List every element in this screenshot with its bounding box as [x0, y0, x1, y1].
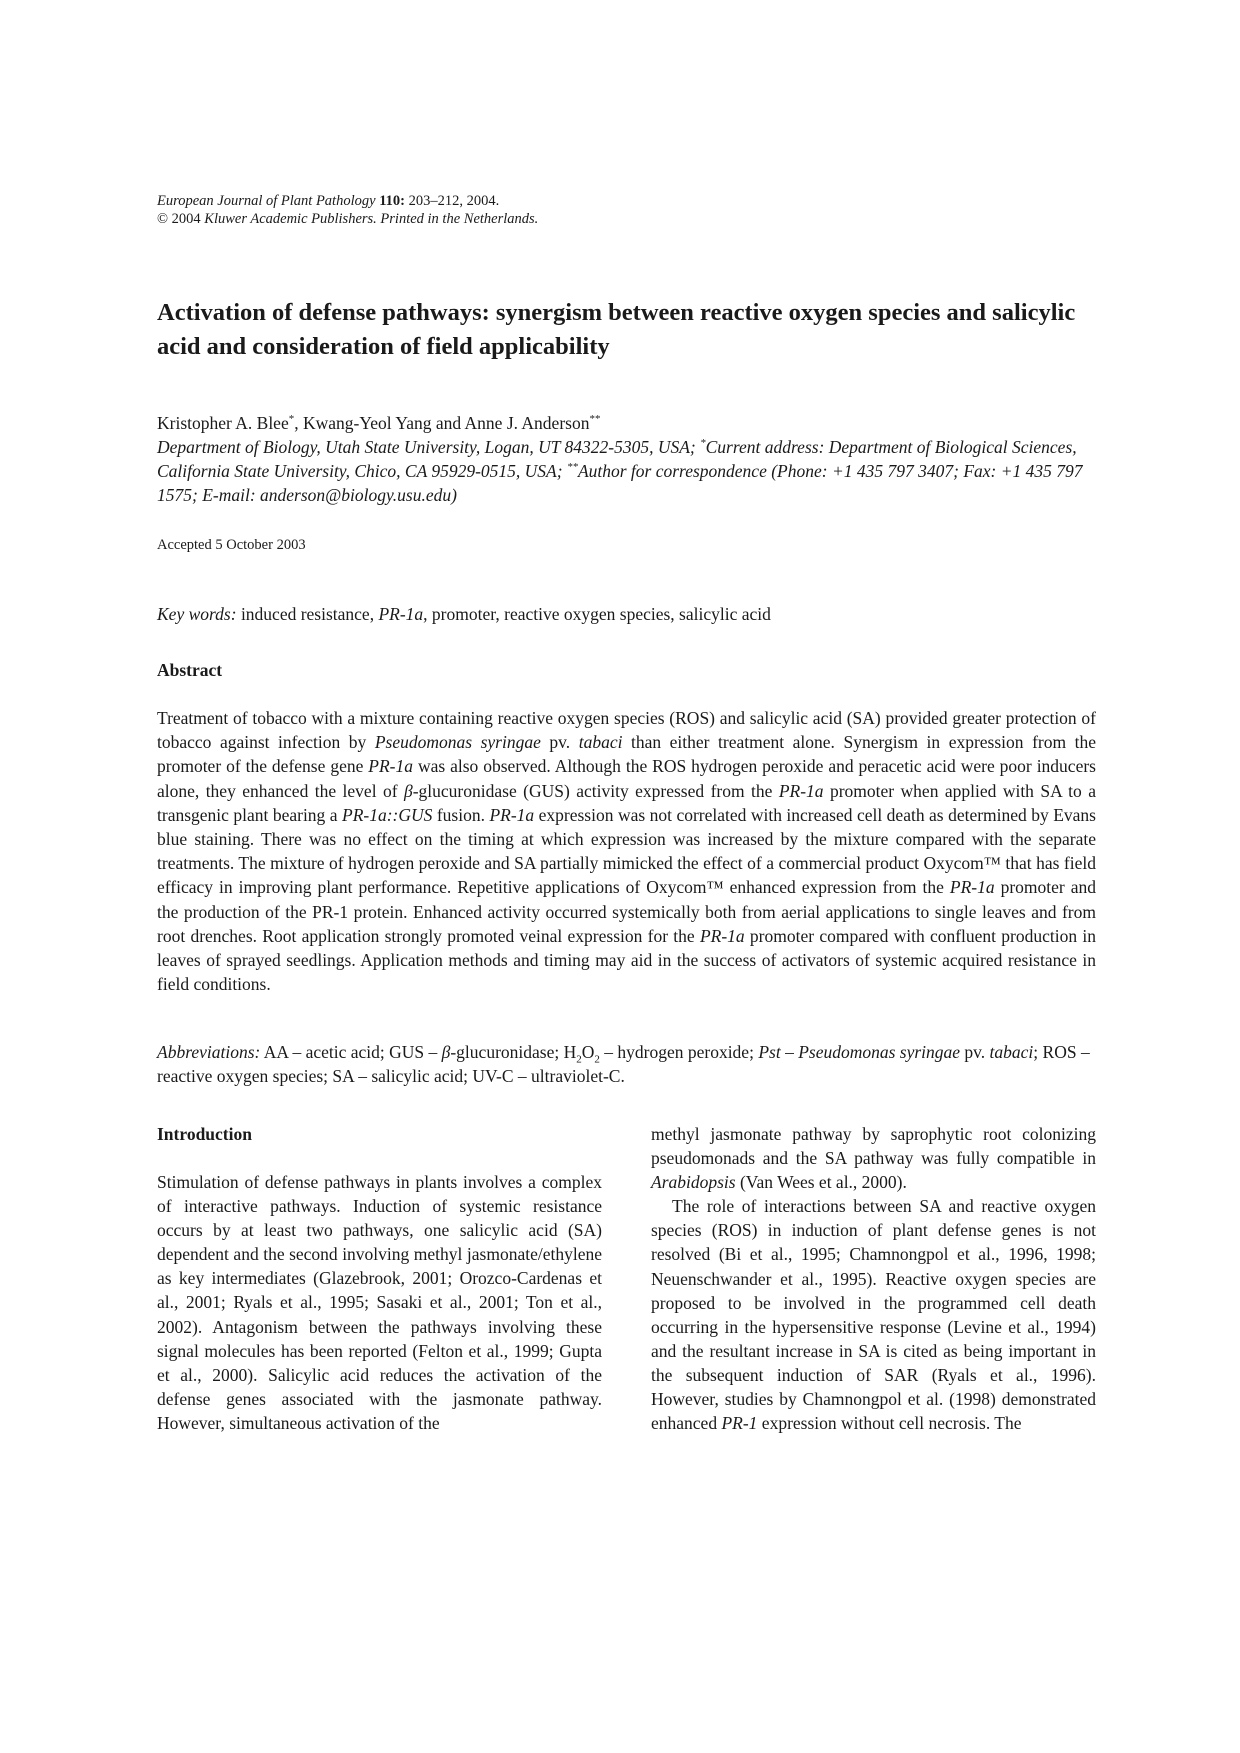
journal-citation	[157, 192, 538, 210]
affiliation-part: Current address: Department of Biological Sciences, California State University, Chico, CA 95929-0515, USA;	[157, 437, 1077, 481]
abstract-text: -glucuronidase (GUS) activity expressed from the	[412, 780, 779, 801]
abbreviations-text: –	[780, 1042, 799, 1062]
keywords-text: , promoter, reactive oxygen species, salicylic acid	[423, 604, 771, 624]
author-line	[157, 411, 1117, 435]
abstract-text: PR-1a::GUS	[342, 804, 433, 825]
abbreviations-text: Pst	[758, 1042, 781, 1062]
paragraph	[651, 1194, 1096, 1435]
abbreviations-text: – hydrogen peroxide;	[599, 1042, 759, 1062]
introduction-column-left: Stimulation of defense pathways in plants involves a complex of interactive pathways. Induction of systemic resistance occurs by at least two pathways, one salicylic acid (SA) dependent and the second involving methyl jasmonate/ethylene as key intermediates (Glazebrook, 2001; Orozco-Cardenas et al., 2001; Ryals et al., 1995; Sasaki et al., 2001; Ton et al., 2002). Antagonism between the pathways involving these signal molecules has been reported (Felton et al., 1999; Gupta et al., 2000). Salicylic acid reduces the activation of the defense genes associated with the jasmonate pathway. However, simultaneous activation of the	[157, 1172, 602, 1433]
abstract-text: promoter compared with confluent production in leaves of sprayed seedlings. Application methods and timing may aid in the success of activators of systemic acquired resistance in field conditions.	[157, 925, 1096, 995]
abbreviations-label: Abbreviations:	[157, 1042, 261, 1062]
abstract-text: Pseudomonas syringae	[374, 732, 541, 753]
abstract-body	[157, 706, 1096, 996]
abbreviations-subscript: 2	[576, 1053, 582, 1066]
abbreviations-text: pv.	[960, 1042, 990, 1062]
copyright: © 2004	[157, 211, 201, 227]
paragraph-text: Arabidopsis	[651, 1172, 736, 1193]
journal-name: European Journal of Plant Pathology	[157, 193, 376, 209]
affiliation-part: Department of Biology, Utah State University, Logan, UT 84322-5305, USA;	[157, 437, 701, 457]
affiliation-part: Author for correspondence (Phone: +1 435 797 3407; Fax: +1 435 797 1575; E-mail: anderson@biology.usu.edu)	[157, 461, 1083, 505]
author-1: Kristopher A. Blee	[157, 413, 289, 433]
paragraph-text: methyl jasmonate pathway by saprophytic root colonizing pseudomonads and the SA pathway was fully compatible in	[651, 1124, 1096, 1169]
paragraph-text: (Van Wees et al., 2000).	[735, 1172, 907, 1193]
abstract-text: promoter and the production of the PR-1 protein. Enhanced activity occurred systemically both from aerial applications to single leaves and from root drenches. Root application strongly promoted veinal expression for the	[157, 877, 1096, 946]
abstract-text: pv.	[540, 732, 579, 753]
abbreviations-text: Pseudomonas syringae	[798, 1042, 961, 1062]
abstract-text: promoter when applied with SA to a transgenic plant bearing a	[157, 780, 1096, 825]
abbreviations-text: tabaci	[989, 1042, 1034, 1062]
abbreviations	[157, 1040, 1096, 1088]
keywords-label: Key words:	[157, 604, 237, 624]
abstract-text: β	[404, 780, 413, 801]
copyright-line	[157, 210, 538, 228]
journal-pages: 203–212, 2004.	[408, 193, 500, 209]
abstract-text: fusion.	[432, 804, 490, 825]
introduction-column-right	[651, 1122, 1096, 1435]
keywords-text: PR-1a	[378, 604, 424, 624]
keywords	[157, 602, 1117, 626]
abstract-text: expression was not correlated with increased cell death as determined by Evans blue staining. There was no effect on the timing at which expression was increased by the mixture compared with the separate treatments. The mixture of hydrogen peroxide and SA partially mimicked the effect of a commercial product Oxycom™ that has field efficacy in improving plant performance. Repetitive applications of Oxycom™ enhanced expression from the	[157, 804, 1096, 898]
abstract-text: Treatment of tobacco with a mixture containing reactive oxygen species (ROS) and salicylic acid (SA) provided greater protection of tobacco against infection by	[157, 708, 1096, 753]
abstract-text: PR-1a	[949, 877, 995, 898]
paragraph	[651, 1122, 1096, 1194]
paragraph-text: The role of interactions between SA and reactive oxygen species (ROS) in induction of plant defense genes is not resolved (Bi et al., 1995; Chamnongpol et al., 1996, 1998; Neuenschwander et al., 1995). Reactive oxygen species are proposed to be involved in the programmed cell death occurring in the hypersensitive response (Levine et al., 1994) and the resultant increase in SA is cited as being important in the subsequent induction of SAR (Ryals et al., 1996). However, studies by Chamnongpol et al. (1998) demonstrated enhanced	[651, 1196, 1096, 1434]
article-title: Activation of defense pathways: synergism between reactive oxygen species and salicylic acid and consideration of field applicability	[157, 299, 1076, 360]
abbreviations-subscript: 2	[594, 1053, 600, 1066]
author-rest: , Kwang-Yeol Yang and Anne J. Anderson	[294, 413, 590, 433]
abbreviations-text: -glucuronidase; H	[450, 1042, 577, 1062]
journal-volume: 110:	[379, 193, 405, 209]
abbreviations-text: AA – acetic acid; GUS –	[260, 1042, 442, 1062]
author-1-mark: *	[288, 413, 295, 426]
introduction-heading: Introduction	[157, 1124, 252, 1144]
abbreviations-text: ; ROS – reactive oxygen species; SA – salicylic acid; UV-C – ultraviolet-C.	[157, 1042, 1090, 1087]
abbreviations-text: O	[581, 1042, 595, 1062]
abstract-heading: Abstract	[157, 660, 223, 680]
abstract-text: tabaci	[578, 732, 623, 753]
abstract-text: was also observed. Although the ROS hydrogen peroxide and peracetic acid were poor inducers alone, they enhanced the level of	[157, 756, 1096, 801]
abstract-text: PR-1a	[368, 756, 414, 777]
affiliation-mark: *	[700, 437, 706, 450]
publisher: Kluwer Academic Publishers. Printed in the Netherlands.	[204, 211, 539, 227]
journal-header	[157, 192, 538, 228]
affiliation	[157, 435, 1117, 507]
paragraph-text: expression without cell necrosis. The	[757, 1413, 1022, 1434]
abstract-text: than either treatment alone. Synergism in expression from the promoter of the defense gene	[157, 732, 1097, 777]
abbreviations-text: β	[441, 1042, 451, 1062]
accepted-date: Accepted 5 October 2003	[157, 537, 306, 553]
affiliation-mark: **	[566, 461, 578, 474]
keywords-text: induced resistance,	[236, 604, 379, 624]
abstract-text: PR-1a	[489, 804, 535, 825]
paragraph-text: PR-1	[721, 1413, 758, 1434]
abstract-text: PR-1a	[699, 925, 745, 946]
author-3-mark: **	[589, 413, 601, 426]
abstract-text: PR-1a	[778, 780, 824, 801]
